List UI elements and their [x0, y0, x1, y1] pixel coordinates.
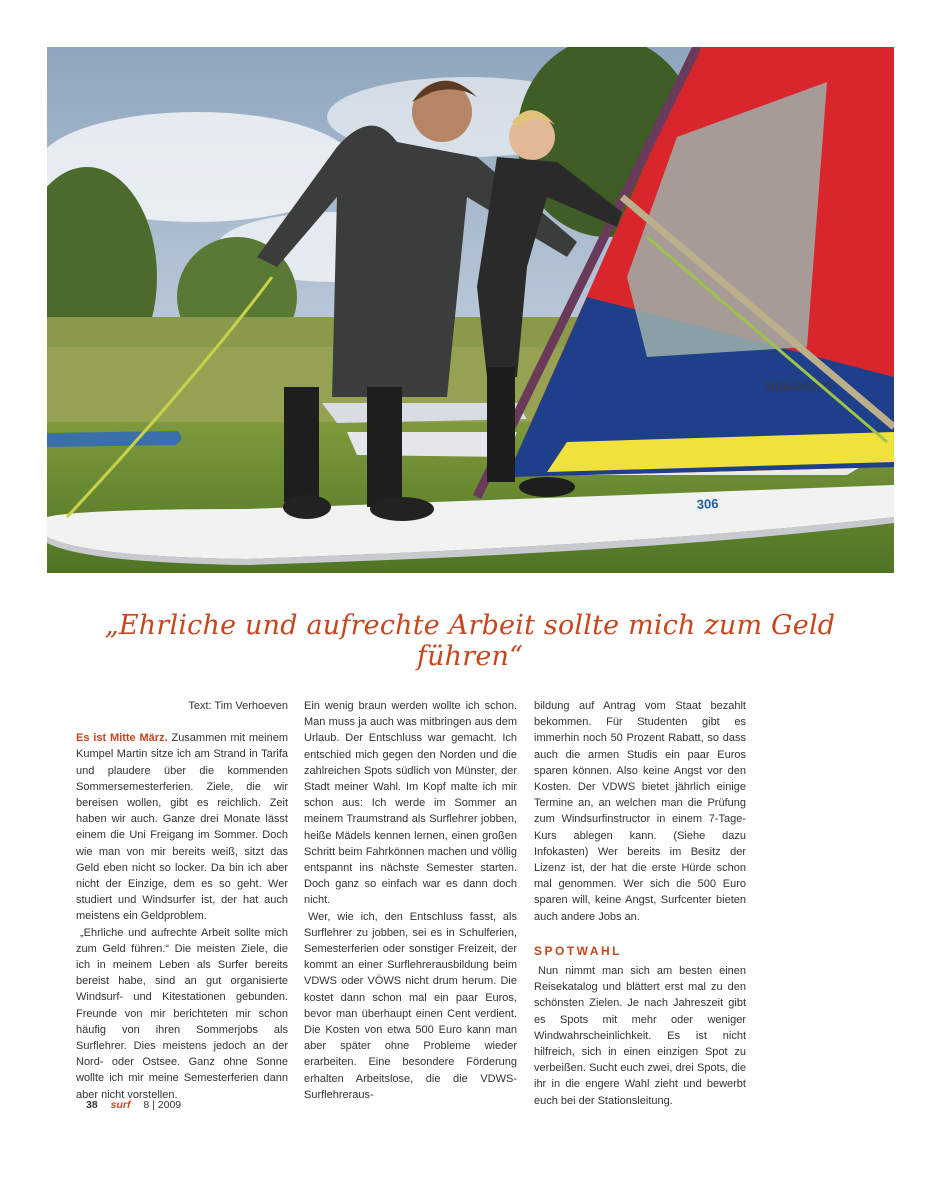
board-label: 306	[696, 495, 719, 512]
sail-window-label: convertible	[764, 379, 832, 395]
intro-text: Zusammen mit meinem Kumpel Martin sitze ich am Strand in Tarifa und plaudere über die kommenden Sommersemesterferien. Ziele, die wir bereisen wollen, gibt es reichlich. Zeit haben wir auch. Ganze drei Monate lässt einem die Uni Freigang im Sommer. Doch wie man von mir bereits weiß, sitzt das Geld eben nicht so locker. Da bin ich aber nicht der Einzige, dem es so geht. Wer studiert und Windsurfer ist, der hat auch meistens ein Geldproblem.	[76, 732, 288, 923]
paragraph: bildung auf Antrag vom Staat bezahlt bekommen. Für Studenten gibt es immerhin noch 50 Prozent Rabatt, so dass auch die armen Studis ein paar Euros sparen können. Also keine Angst vor den Kosten. Der VDWS bietet jährlich einige Termine an, an welchen man die Prüfung zum Windsurfinstructor in einem 7-Tage-Kurs ablegen kann. (Siehe dazu Infokasten) Wer bereits im Besitz der Lizenz ist, der hat die erste Hürde schon mal genommen. Wer sich die 500 Euro sparen will, keine Angst, Surfcenter bieten auch andere Jobs an.	[534, 700, 746, 923]
windsurf-photo	[47, 47, 894, 573]
issue-label: 8 | 2009	[143, 1099, 182, 1111]
article-column-3	[534, 698, 746, 1109]
article-column-1	[76, 698, 288, 1103]
section-heading: SPOTWAHL	[534, 943, 622, 958]
byline: Text: Tim Verhoeven	[188, 700, 288, 712]
lead-in: Es ist Mitte März.	[76, 732, 168, 745]
paragraph: „Ehrliche und aufrechte Arbeit sollte mich zum Geld führen.“ Die meisten Ziele, die ich in meinem Leben als Surfer bereits bereist habe, sind an gut organisierte Windsurf- und Kitestationen gebunden. Freunde von mir berichteten mir schon häufig von ihren Sommerjobs als Surflehrer. Dies meistens jedoch an der Nord- oder Ostsee. Ganz ohne Sonne wollte ich mir meine Semesterferien dann aber nicht vorstellen.	[76, 926, 288, 1101]
page-footer	[86, 1099, 191, 1111]
page-number: 38	[86, 1099, 98, 1111]
article-column-2	[304, 698, 517, 1103]
magazine-logo: surf	[110, 1099, 131, 1111]
intro-paragraph	[76, 730, 288, 924]
paragraph: Nun nimmt man sich am besten einen Reisekatalog und blättert erst mal zu den schönsten Zielen. Je nach Jahreszeit gibt es Spots mit mehr oder weniger Windwahrscheinlichkeit. Es ist nicht hilfreich, sich in einen einzigen Spot zu verbeißen. Sucht euch zwei, drei Spots, die ihr in die engere Wahl zieht und bewerbt euch bei der Stationsleitung.	[534, 965, 746, 1107]
paragraph: Ein wenig braun werden wollte ich schon. Man muss ja auch was mitbringen aus dem Urlaub. Der Entschluss war gemacht. Ich entschied mich gegen den Norden und die zahlreichen Spots südlich von Münster, der Stadt meiner Wahl. Im Kopf malte ich mir schon aus: Ich werde im Sommer an meinem Traumstrand als Surflehrer jobben, heiße Mädels kennen lernen, einen großen Schritt beim Fahrkönnen machen und völlig entspannt ins nächste Semester starten. Doch ganz so einfach war es dann doch nicht.	[304, 700, 517, 907]
pull-quote: „Ehrliche und aufrechte Arbeit sollte mich zum Geld führen“	[104, 610, 836, 672]
paragraph: Wer, wie ich, den Entschluss fasst, als Surflehrer zu jobben, sei es in Schulferien, Semesterferien oder sonstiger Freizeit, der kommt an einer Surflehrerausbildung beim VDWS oder VÖWS nicht drum herum. Die kostet dann schon mal ein paar Euros, bevor man überhaupt einen Cent verdient. Die Kosten von etwa 500 Euro kann man aber später ohne Probleme wieder erarbeiten. Eine besondere Förderung erhalten Arbeitslose, die die VDWS-Surflehreraus-	[304, 910, 517, 1101]
